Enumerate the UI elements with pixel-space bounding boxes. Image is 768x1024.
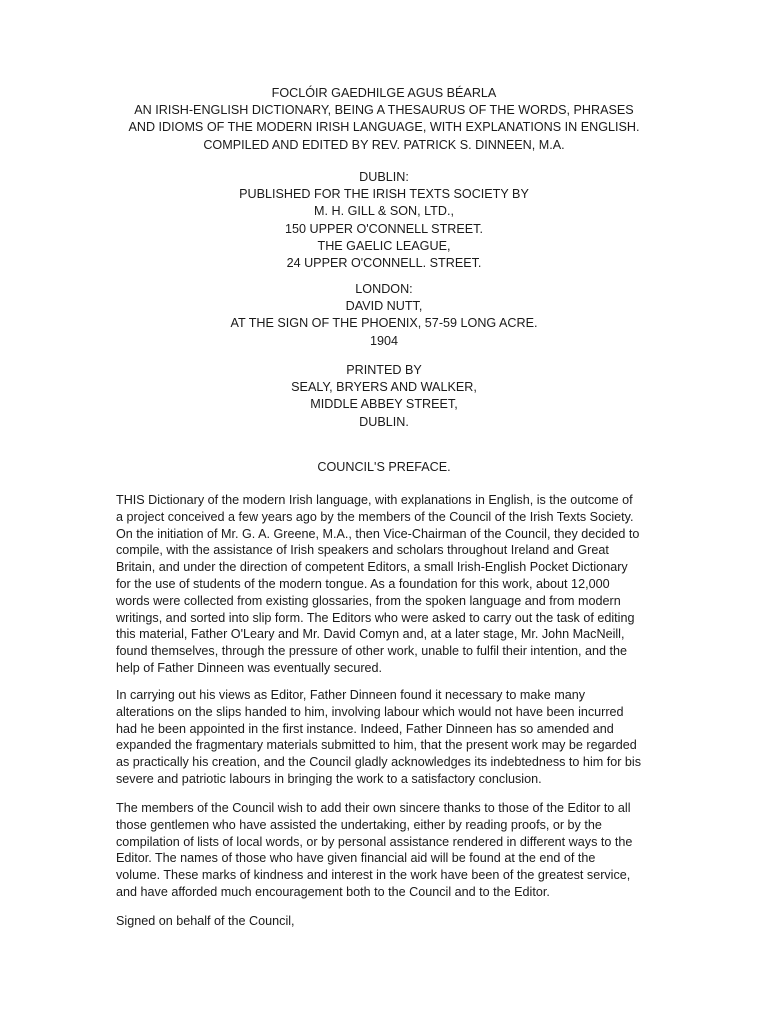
- paragraph-line: compilation of lists of local words, or by personal assistance rendered in different ways to the: [116, 834, 633, 849]
- publisher-line: LONDON:: [355, 282, 413, 296]
- paragraph-line: THIS Dictionary of the modern Irish language, with explanations in English, is the outcome of: [116, 493, 633, 507]
- paragraph-line: had he been appointed in the first instance. Indeed, Father Dinneen has so amended and: [116, 721, 614, 736]
- preface-paragraph-1: [116, 492, 676, 677]
- publisher-line: DAVID NUTT,: [345, 299, 423, 314]
- signature-paragraph: [116, 913, 676, 930]
- publisher-line: DUBLIN:: [359, 170, 409, 184]
- publisher-line: THE GAELIC LEAGUE,: [317, 238, 451, 253]
- paragraph-line: and have afforded much encouragement both to the Council and to the Editor.: [116, 884, 550, 899]
- preface-paragraph-3: [116, 800, 676, 901]
- paragraph-line: alterations on the slips handed to him, involving labour which would not have been incurred: [116, 704, 624, 719]
- paragraph-line: The members of the Council wish to add their own sincere thanks to those of the Editor to all: [116, 801, 631, 815]
- paragraph-line: severe and patriotic labours in bringing the work to a satisfactory conclusion.: [116, 771, 542, 786]
- paragraph-line: In carrying out his views as Editor, Father Dinneen found it necessary to make many: [116, 688, 585, 702]
- paragraph-line: those gentlemen who have assisted the undertaking, either by reading proofs, or by the: [116, 817, 602, 832]
- paragraph-line: writings, and sorted into slip form. The Editors who were asked to carry out the task of editing: [116, 610, 635, 625]
- paragraph-line: compile, with the assistance of Irish speakers and scholars throughout Ireland and Great: [116, 543, 609, 558]
- paragraph-line: Britain, and under the direction of competent Editors, a small Irish-English Pocket Dictionary: [116, 560, 628, 575]
- publication-year: 1904: [369, 333, 399, 348]
- signature-line: Signed on behalf of the Council,: [116, 914, 295, 928]
- publisher-line: 24 UPPER O'CONNELL. STREET.: [286, 256, 482, 271]
- printer-block: [0, 362, 768, 431]
- preface-heading-text: COUNCIL'S PREFACE.: [317, 460, 451, 474]
- paragraph-line: volume. These marks of kindness and interest in the work have been of the greatest service,: [116, 868, 631, 883]
- dublin-publisher-block: [0, 169, 768, 272]
- title-line: AN IRISH-ENGLISH DICTIONARY, BEING A THESAURUS OF THE WORDS, PHRASES: [134, 103, 634, 118]
- title-line: AND IDIOMS OF THE MODERN IRISH LANGUAGE, WITH EXPLANATIONS IN ENGLISH.: [128, 120, 640, 135]
- publisher-line: M. H. GILL & SON, LTD.,: [314, 204, 454, 219]
- printer-line: SEALY, BRYERS AND WALKER,: [291, 380, 477, 395]
- paragraph-line: Editor. The names of those who have given financial aid will be found at the end of the: [116, 851, 596, 866]
- paragraph-line: a project conceived a few years ago by the members of the Council of the Irish Texts Society.: [116, 509, 634, 524]
- paragraph-line: found themselves, through the pressure of other work, unable to fulfil their intention, and the: [116, 644, 628, 659]
- printer-line: PRINTED BY: [346, 363, 422, 377]
- paragraph-line: help of Father Dinneen was eventually secured.: [116, 660, 383, 675]
- publisher-line: 150 UPPER O'CONNELL STREET.: [285, 221, 483, 236]
- title-line: FOCLÓIR GAEDHILGE AGUS BÉARLA: [271, 86, 497, 100]
- printer-line: DUBLIN.: [359, 414, 409, 429]
- paragraph-line: On the initiation of Mr. G. A. Greene, M.A., then Vice-Chairman of the Council, they decided to: [116, 526, 640, 541]
- printer-line: MIDDLE ABBEY STREET,: [310, 397, 458, 412]
- publisher-line: AT THE SIGN OF THE PHOENIX, 57-59 LONG ACRE.: [230, 316, 538, 331]
- paragraph-line: expanded the fragmentary materials submitted to him, that the present work may be regarded: [116, 738, 637, 753]
- preface-paragraph-2: [116, 687, 676, 788]
- publisher-line: PUBLISHED FOR THE IRISH TEXTS SOCIETY BY: [239, 187, 529, 202]
- title-block: [0, 85, 768, 154]
- paragraph-line: as practically his creation, and the Council gladly acknowledges its indebtedness to him for bis: [116, 755, 642, 770]
- preface-heading: [0, 459, 768, 476]
- title-line: COMPILED AND EDITED BY REV. PATRICK S. DINNEEN, M.A.: [203, 137, 565, 152]
- paragraph-line: for the use of students of the modern tongue. As a foundation for this work, about 12,000: [116, 576, 610, 591]
- london-publisher-block: [0, 281, 768, 350]
- paragraph-line: this material, Father O'Leary and Mr. David Comyn and, at a later stage, Mr. John MacNeill,: [116, 627, 625, 642]
- paragraph-line: words were collected from existing glossaries, from the spoken language and from modern: [116, 593, 621, 608]
